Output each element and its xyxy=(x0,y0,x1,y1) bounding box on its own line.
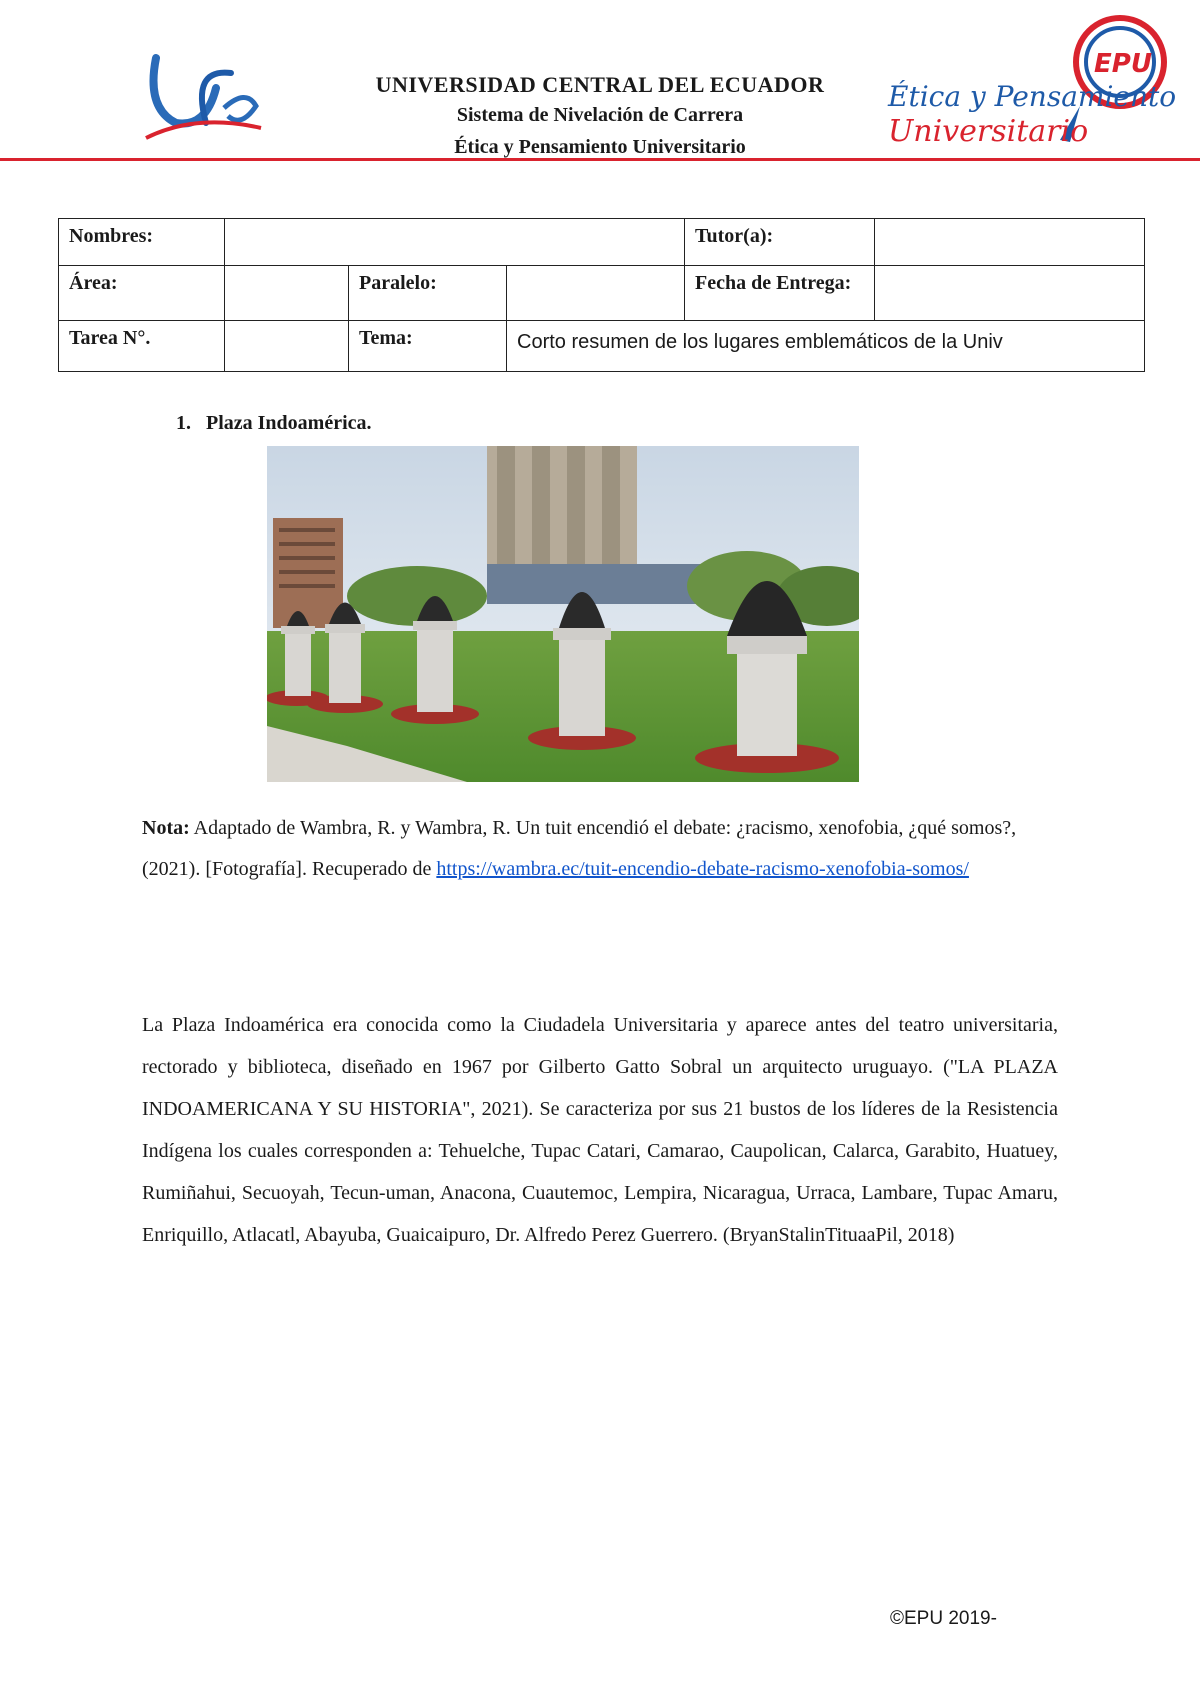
course-name: Ética y Pensamiento Universitario xyxy=(454,136,746,158)
area-field[interactable] xyxy=(225,266,349,321)
body-paragraph: La Plaza Indoamérica era conocida como la Ciudadela Universitaria y aparece antes del teatro universitaria, rectorado y biblioteca, diseñado en 1967 por Gilberto Gatto Sobral un arquitecto uruguayo. ("LA PLAZA INDOAMERICANA Y SU HISTORIA", 2021). Se caracteriza por sus 21 bustos de los líderes de la Resistencia Indígena los cuales corresponden a: Tehuelche, Tupac Catari, Camarao, Caupolican, Calarca, Garabito, Huatuey, Rumiñahui, Secuoyah, Tecun-uman, Anacona, Cuautemoc, Lempira, Nicaragua, Urraca, Lambare, Tupac Amaru, Enriquillo, Atlacatl, Abayuba, Guaicaipuro, Dr. Alfredo Perez Guerrero. (BryanStalinTituaaPil, 2018) xyxy=(142,1014,1058,1246)
note-text: Adaptado de Wambra, R. y Wambra, R. Un tuit encendió el debate: ¿racismo, xenofobia, ¿qué somos?, (2021). [Fotografía]. Recuperado de xyxy=(142,817,1017,880)
tema-label: Tema: xyxy=(349,321,507,372)
fecha-field[interactable] xyxy=(875,266,1145,321)
university-name: UNIVERSIDAD CENTRAL DEL ECUADOR xyxy=(375,72,825,97)
section-title: Plaza Indoamérica. xyxy=(206,412,372,434)
header-divider xyxy=(0,158,1200,161)
table-row xyxy=(59,219,1145,266)
paralelo-field[interactable] xyxy=(507,266,685,321)
tarea-field[interactable] xyxy=(225,321,349,372)
epu-badge-text: EPU xyxy=(1094,49,1152,79)
fecha-label: Fecha de Entrega: xyxy=(685,266,875,321)
table-row xyxy=(59,266,1145,321)
student-info-table xyxy=(58,218,1145,372)
tema-field[interactable]: Corto resumen de los lugares emblemáticos de la Univ xyxy=(507,321,1145,372)
area-label: Área: xyxy=(59,266,225,321)
epu-logo-line2: Universitario xyxy=(888,114,1089,149)
footer-copyright: ©EPU 2019- xyxy=(890,1608,997,1629)
paralelo-label: Paralelo: xyxy=(349,266,507,321)
section-heading xyxy=(176,412,372,435)
section-number: 1. xyxy=(176,412,191,434)
table-row xyxy=(59,321,1145,372)
source-link[interactable]: https://wambra.ec/tuit-encendio-debate-racismo-xenofobia-somos/ xyxy=(436,858,969,880)
program-name: Sistema de Nivelación de Carrera xyxy=(456,104,744,126)
nombres-field[interactable] xyxy=(225,219,685,266)
epu-logo-line1: Ética y Pensamiento xyxy=(888,80,1177,113)
note-label: Nota: xyxy=(142,817,190,839)
plaza-photo xyxy=(267,446,859,782)
tutor-label: Tutor(a): xyxy=(685,219,875,266)
nombres-label: Nombres: xyxy=(59,219,225,266)
tutor-field[interactable] xyxy=(875,219,1145,266)
tarea-label: Tarea N°. xyxy=(59,321,225,372)
photo-note xyxy=(142,808,1062,890)
